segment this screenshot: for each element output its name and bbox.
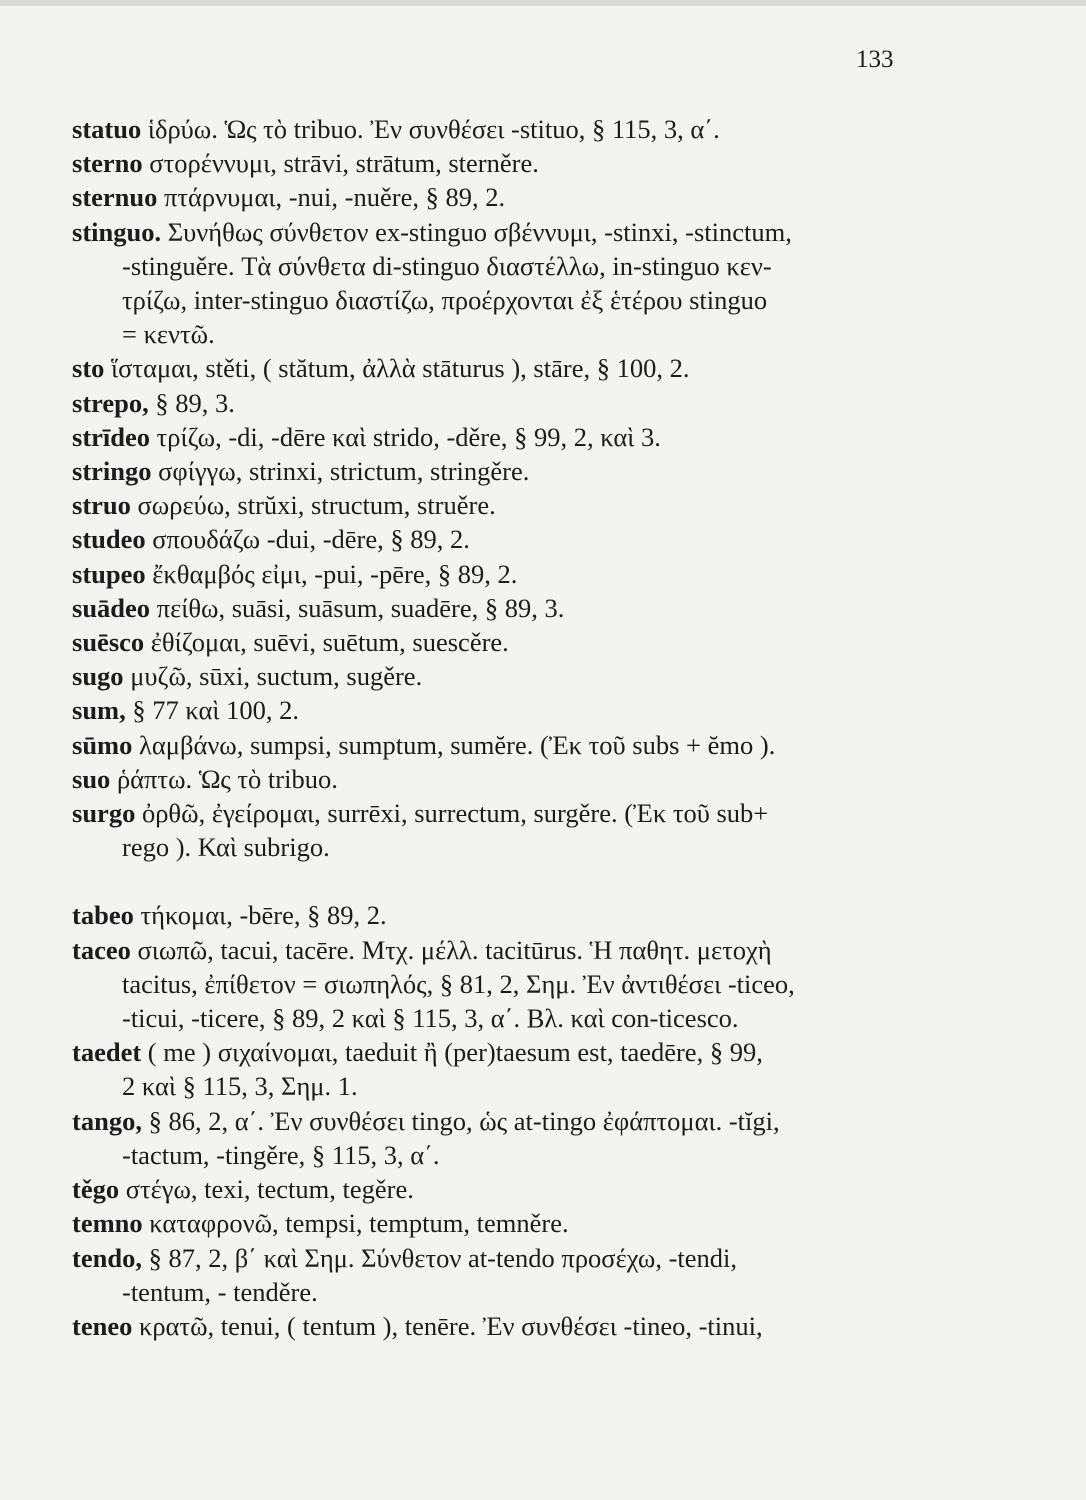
entry-headword: statuo (72, 114, 142, 144)
dictionary-entry (72, 351, 942, 385)
entry-headword: temno (72, 1208, 143, 1239)
entry-text: ῥάπτω. Ὡς τὸ tribuo. (116, 763, 338, 794)
entry-headword: surgo (72, 798, 136, 829)
entry-group-t (72, 898, 942, 1343)
entry-text: ἐθίζομαι, suēvi, suētum, suescěre. (150, 627, 509, 658)
entry-headword: struo (72, 490, 131, 521)
dictionary-entry (72, 112, 942, 146)
entry-text: πτάρνυμαι, -nui, -nuěre, § 89, 2. (164, 182, 506, 213)
dictionary-entry (72, 796, 942, 864)
dictionary-entry (72, 933, 942, 1036)
entry-text: σφίγγω, strinxi, strictum, stringěre. (158, 456, 530, 487)
dictionary-entry (72, 522, 942, 556)
entry-text: Συνήθως σύνθετον ex-stinguo σβέννυμι, -stinxi, -stinctum, (167, 216, 792, 247)
dictionary-entry (72, 625, 942, 659)
entry-continuation: -tactum, -tingěre, § 115, 3, α΄. (122, 1139, 440, 1170)
dictionary-entry (72, 659, 942, 693)
entry-headword: stinguo. (72, 216, 162, 247)
entry-text: σωρεύω, strŭxi, structum, struěre. (137, 490, 496, 521)
entry-headword: sugo (72, 661, 124, 692)
dictionary-entries (72, 112, 942, 1343)
dictionary-entry (72, 762, 942, 796)
dictionary-entry (72, 898, 942, 932)
entry-text: κρατῶ, tenui, ( tentum ), tenēre. Ἐν συνθέσει -tineo, -tinui, (138, 1310, 763, 1341)
entry-text: ἔκθαμβός εἰμι, -pui, -pēre, § 89, 2. (152, 558, 518, 589)
entry-headword: strepo, (72, 387, 149, 418)
entry-continuation: -ticui, -ticere, § 89, 2 καὶ § 115, 3, α΄. Βλ. καὶ con-ticesco. (122, 1003, 739, 1034)
entry-text: § 86, 2, α΄. Ἐν συνθέσει tingo, ὡς at-tingo ἐφάπτομαι. -tĭgi, (148, 1105, 780, 1136)
dictionary-entry (72, 693, 942, 727)
entry-continuation: tacitus, ἐπίθετον = σιωπηλός, § 81, 2, Σημ. Ἐν ἀντιθέσει -ticeo, (122, 968, 795, 999)
entry-headword: sum, (72, 695, 126, 726)
entry-text: § 77 καὶ 100, 2. (132, 695, 300, 726)
entry-headword: teneo (72, 1310, 133, 1341)
dictionary-entry (72, 591, 942, 625)
entry-text: λαμβάνω, sumpsi, sumptum, sumĕre. (Ἐκ τοῦ subs + ĕmo ). (139, 729, 776, 760)
entry-headword: sto (72, 353, 105, 384)
entry-headword: suādeo (72, 592, 151, 623)
entry-headword: tango, (72, 1105, 142, 1136)
page-number: 133 (856, 46, 894, 73)
dictionary-entry (72, 180, 942, 214)
entry-group-s (72, 112, 942, 864)
entry-text: καταφρονῶ, tempsi, temptum, temněre. (149, 1208, 569, 1239)
entry-headword: taedet (72, 1037, 142, 1068)
entry-continuation: -tentum, - tenděre. (122, 1276, 318, 1307)
dictionary-entry (72, 1172, 942, 1206)
entry-continuation: = κεντῶ. (122, 319, 215, 350)
entry-headword: studeo (72, 524, 146, 555)
entry-text: τρίζω, -di, -dēre καὶ strido, -děre, § 99, 2, καὶ 3. (156, 421, 661, 452)
dictionary-entry (72, 1241, 942, 1309)
entry-text: τήκομαι, -bēre, § 89, 2. (140, 900, 387, 931)
entry-headword: stupeo (72, 558, 146, 589)
entry-text: στέγω, texi, tectum, tegěre. (125, 1174, 414, 1205)
entry-headword: sterno (72, 148, 143, 179)
dictionary-entry (72, 1206, 942, 1240)
entry-headword: suo (72, 763, 111, 794)
entry-text: ( me ) σιχαίνομαι, taeduit ἢ (per)taesum est, taedēre, § 99, (147, 1037, 763, 1068)
entry-continuation: τρίζω, inter-stinguo διαστίζω, προέρχονται ἐξ ἑτέρου stinguo (122, 285, 768, 316)
entry-headword: sternuo (72, 182, 158, 213)
entry-headword: tabeo (72, 900, 134, 931)
dictionary-entry (72, 420, 942, 454)
dictionary-entry (72, 557, 942, 591)
dictionary-entry (72, 386, 942, 420)
page-top-edge (0, 0, 1086, 6)
entry-continuation: 2 καὶ § 115, 3, Σημ. 1. (122, 1071, 358, 1102)
dictionary-entry (72, 488, 942, 522)
entry-text: σιωπῶ, tacui, tacēre. Μτχ. μέλλ. tacitūrus. Ἡ παθητ. μετοχὴ (137, 934, 772, 965)
entry-text: ἱδρύω. Ὡς τὸ tribuo. Ἐν συνθέσει -stituo, § 115, 3, α΄. (147, 114, 720, 144)
entry-text: σπουδάζω -dui, -dēre, § 89, 2. (152, 524, 470, 555)
entry-text: μυζῶ, sūxi, suctum, sugěre. (130, 661, 423, 692)
entry-headword: taceo (72, 934, 131, 965)
dictionary-entry (72, 1035, 942, 1103)
dictionary-entry (72, 215, 942, 352)
entry-text: ἵσταμαι, stěti, ( stătum, ἀλλὰ stāturus ), stāre, § 100, 2. (111, 353, 690, 384)
entry-text: § 89, 3. (155, 387, 235, 418)
dictionary-entry (72, 1309, 942, 1343)
entry-headword: stringo (72, 456, 152, 487)
section-gap (72, 864, 942, 898)
dictionary-entry (72, 728, 942, 762)
entry-text: πείθω, suāsi, suāsum, suadēre, § 89, 3. (156, 592, 565, 623)
entry-headword: těgo (72, 1174, 120, 1205)
entry-continuation: -stinguěre. Τὰ σύνθετα di-stinguo διαστέλλω, in-stinguo κεν- (122, 250, 772, 281)
entry-continuation: rego ). Καὶ subrigo. (122, 832, 330, 863)
entry-headword: sūmo (72, 729, 133, 760)
entry-headword: suēsco (72, 627, 145, 658)
entry-text: § 87, 2, β΄ καὶ Σημ. Σύνθετον at-tendo προσέχω, -tendi, (148, 1242, 738, 1273)
entry-text: στορέννυμι, strāvi, strātum, sterněre. (149, 148, 539, 179)
dictionary-entry (72, 454, 942, 488)
dictionary-entry (72, 1104, 942, 1172)
entry-headword: strīdeo (72, 421, 151, 452)
dictionary-entry (72, 146, 942, 180)
entry-headword: tendo, (72, 1242, 142, 1273)
entry-text: ὀρθῶ, ἐγείρομαι, surrēxi, surrectum, surgěre. (Ἐκ τοῦ sub+ (141, 798, 769, 829)
